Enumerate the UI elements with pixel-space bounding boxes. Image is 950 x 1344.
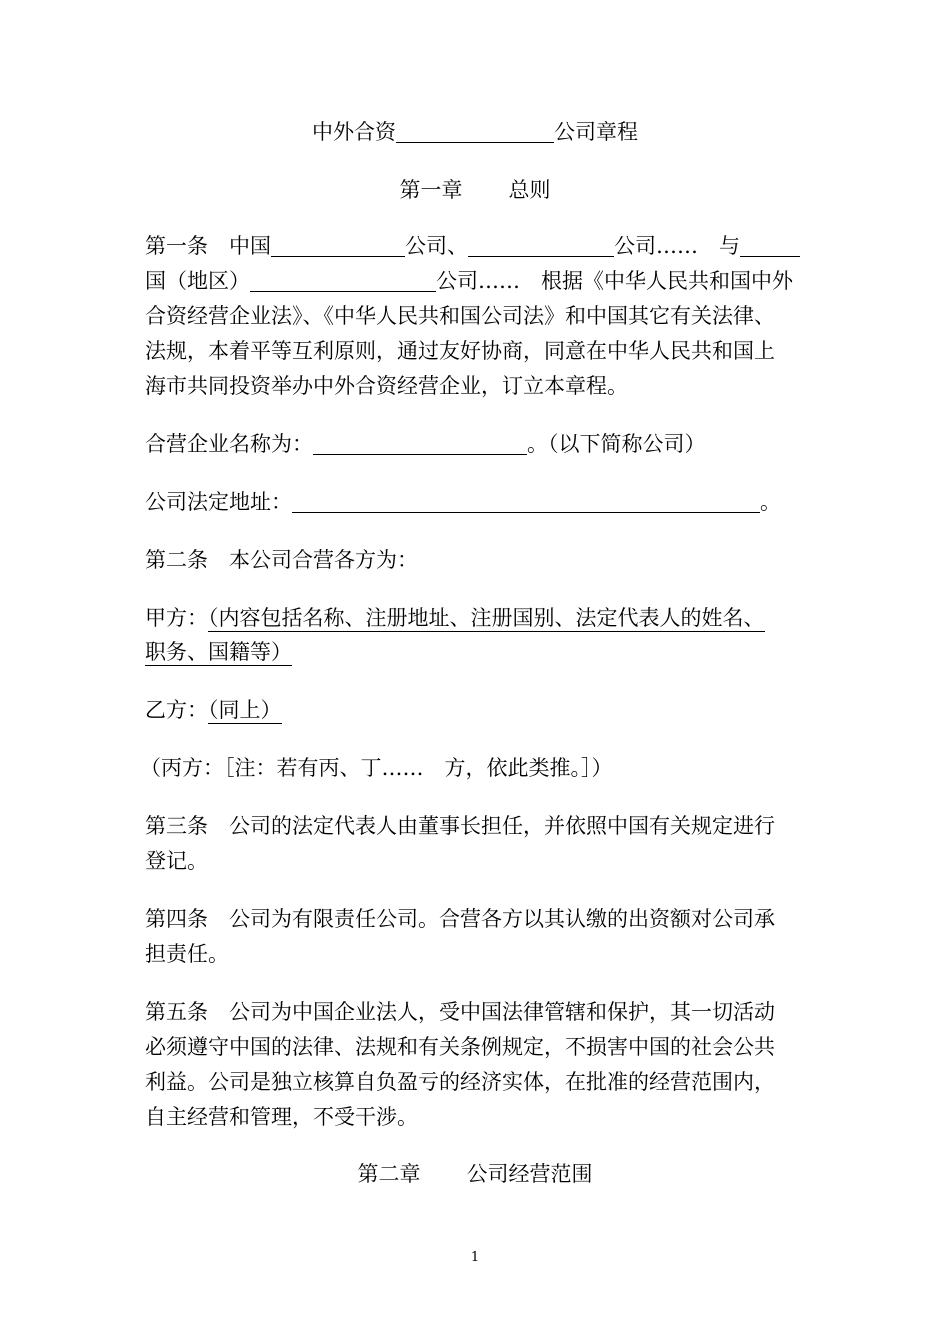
company-name-blank[interactable] (396, 120, 554, 143)
party-a-field-cont[interactable]: 职务、国籍等） (145, 640, 292, 664)
foreign-country-blank[interactable] (740, 234, 800, 257)
chapter-1-heading: 第一章 总则 (399, 178, 551, 202)
page-number: 1 (470, 1250, 480, 1265)
article-3-line-1: 第三条 公司的法定代表人由董事长担任，并依照中国有关规定进行 (145, 814, 775, 838)
party-b-line: 乙方：（同上） (145, 698, 282, 722)
party-a-line-1: 甲方：（内容包括名称、注册地址、注册国别、法定代表人的姓名、 (145, 606, 765, 630)
party-a-field[interactable]: （内容包括名称、注册地址、注册国别、法定代表人的姓名、 (208, 606, 765, 630)
party-b-field[interactable]: （同上） (208, 698, 282, 722)
legal-address-line: 公司法定地址： 。 (145, 490, 781, 514)
party-c-note: （丙方：［注：若有丙、丁…… 方，依此类推。］） (140, 756, 613, 780)
legal-address-blank[interactable] (292, 490, 760, 513)
article-1-line-4: 法规，本着平等互利原则，通过友好协商，同意在中华人民共和国上 (145, 339, 775, 363)
article-3-line-2: 登记。 (145, 849, 208, 873)
party-a-line-2 (145, 637, 292, 667)
article-1-line-3: 合资经营企业法》、《中华人民共和国公司法》和中国其它有关法律、 (145, 304, 775, 328)
article-4-line-2: 担责任。 (145, 942, 229, 966)
article-4-line-1: 第四条 公司为有限责任公司。合营各方以其认缴的出资额对公司承 (145, 907, 775, 931)
article-1-line-1: 第一条 中国 公司、 公司…… 与 (145, 231, 800, 261)
article-2: 第二条 本公司合营各方为： (145, 548, 418, 572)
chinese-party-1-blank[interactable] (271, 234, 405, 257)
article-1-line-5: 海市共同投资举办中外合资经营企业，订立本章程。 (145, 374, 628, 398)
article-5-line-3: 利益。公司是独立核算自负盈亏的经济实体，在批准的经营范围内， (145, 1070, 775, 1094)
document-title: 中外合资 公司章程 (312, 120, 638, 144)
jv-name-blank[interactable] (313, 432, 527, 455)
article-1-line-2: 国（地区） 公司…… 根据《中华人民共和国中外 (145, 269, 793, 293)
chinese-party-2-blank[interactable] (468, 234, 614, 257)
article-5-line-2: 必须遵守中国的法律、法规和有关条例规定，不损害中国的社会公共 (145, 1035, 775, 1059)
jv-name-line: 合营企业名称为： 。（以下简称公司） (145, 432, 706, 456)
foreign-party-blank[interactable] (250, 269, 436, 292)
article-5-line-1: 第五条 公司为中国企业法人，受中国法律管辖和保护，其一切活动 (145, 1000, 775, 1024)
chapter-2-heading: 第二章 公司经营范围 (357, 1162, 593, 1186)
article-5-line-4: 自主经营和管理，不受干涉。 (145, 1105, 418, 1129)
